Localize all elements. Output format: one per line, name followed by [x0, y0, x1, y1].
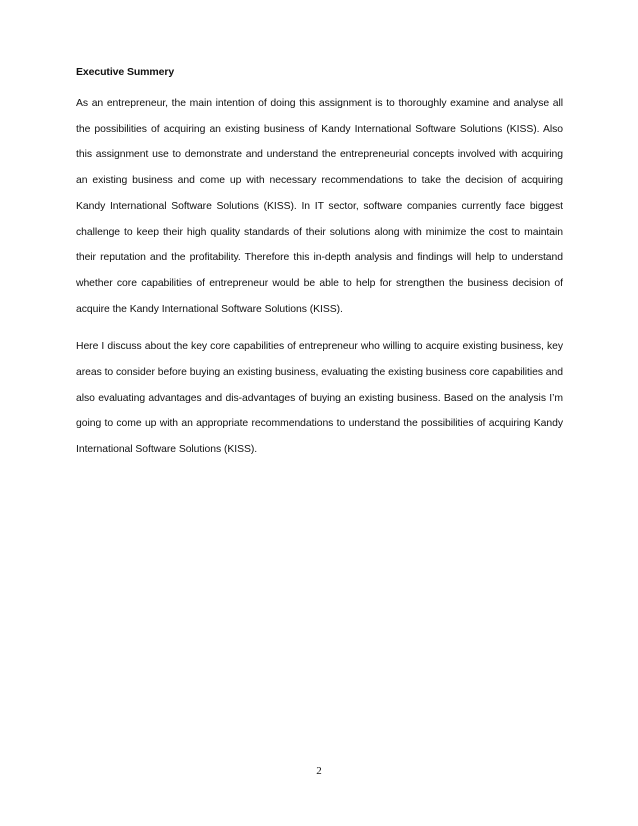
paragraph-discussion: Here I discuss about the key core capabilities of entrepreneur who willing to acquire existing business, key areas to consider before buying an existing business, evaluating the existing business core capabilities and also evaluating advantages and dis-advantages of buying an existing business. Based on the analysis I’m going to come up with an appropriate recommendations to understand the possibilities of acquiring Kandy International Software Solutions (KISS).	[76, 341, 563, 456]
page-number: 2	[316, 765, 322, 777]
paragraph-intro: As an entrepreneur, the main intention of doing this assignment is to thoroughly examine and analyse all the possibilities of acquiring an existing business of Kandy International Software Solutions (KISS). Also this assignment use to demonstrate and understand the entrepreneurial concepts involved with acquiring an existing business and come up with necessary recommendations to take the decision of acquiring Kandy International Software Solutions (KISS). In IT sector, software companies currently face biggest challenge to keep their high quality standards of their solutions along with minimize the cost to maintain their reputation and the profitability. Therefore this in-depth analysis and findings will help to understand whether core capabilities of entrepreneur would be able to help for strengthen the business decision of acquire the Kandy International Software Solutions (KISS).	[76, 98, 563, 315]
section-heading: Executive Summery	[76, 66, 175, 78]
page-content	[76, 65, 563, 463]
